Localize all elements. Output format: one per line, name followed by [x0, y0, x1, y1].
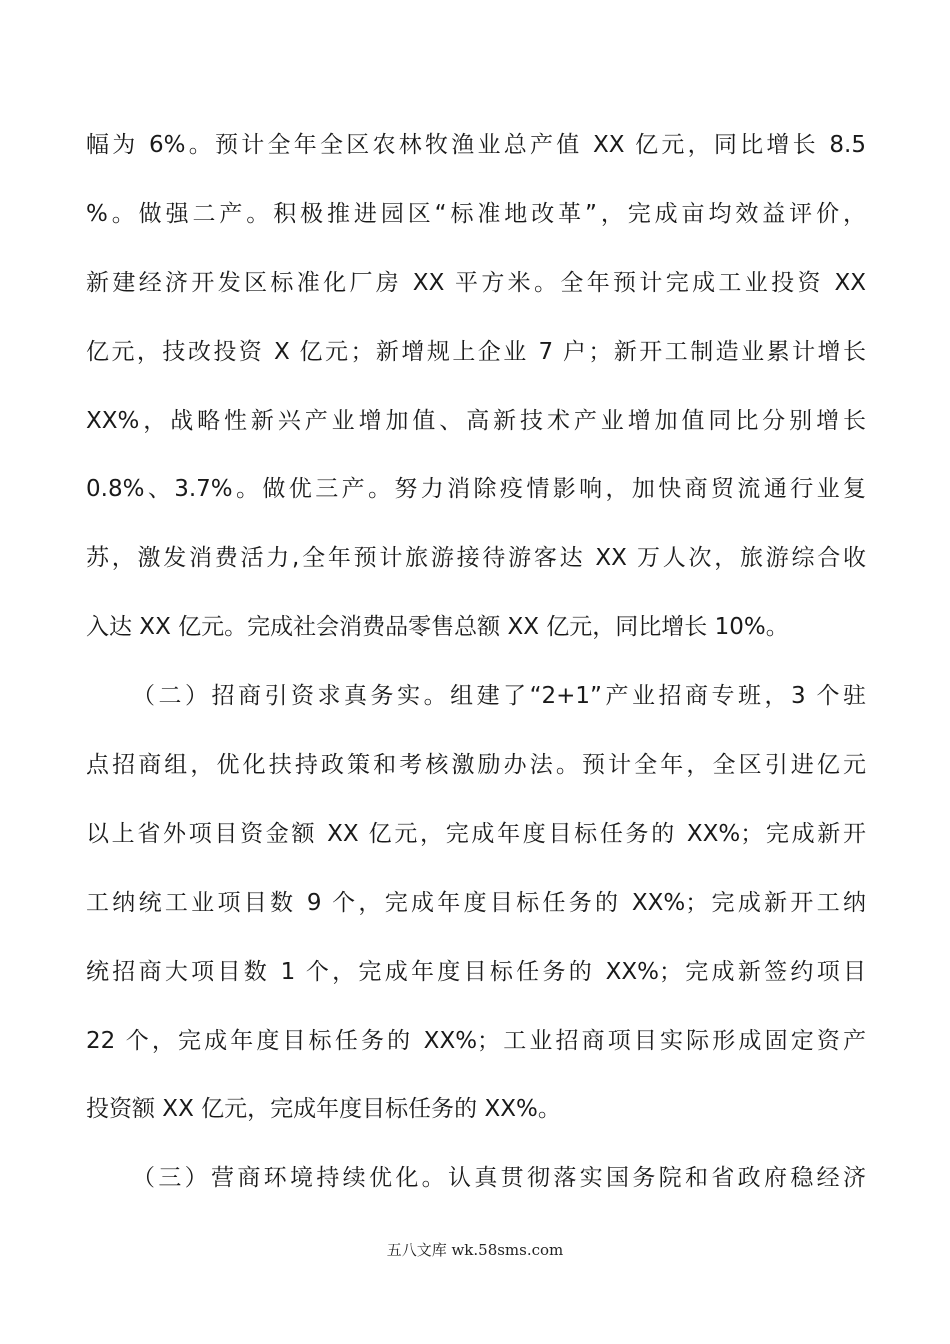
- text-line: 幅为 6%。预计全年全区农林牧渔业总产值 XX 亿元，同比增长 8.5: [86, 132, 866, 158]
- text-line: 新建经济开发区标准化厂房 XX 平方米。全年预计完成工业投资 XX: [86, 269, 866, 296]
- section-heading-line: （三）营商环境持续优化。认真贯彻落实国务院和省政府稳经济: [132, 1165, 866, 1192]
- text-line: 苏，激发消费活力,全年预计旅游接待游客达 XX 万人次，旅游综合收: [86, 545, 866, 572]
- text-line: 统招商大项目数 1 个，完成年度目标任务的 XX%；完成新签约项目: [86, 958, 866, 985]
- text-line: 投资额 XX 亿元，完成年度目标任务的 XX%。: [86, 1096, 561, 1123]
- text-line: XX%，战略性新兴产业增加值、高新技术产业增加值同比分别增长: [86, 407, 866, 434]
- text-line: %。做强二产。积极推进园区“标准地改革”，完成亩均效益评价，: [86, 200, 866, 227]
- text-line: 以上省外项目资金额 XX 亿元，完成年度目标任务的 XX%；完成新开: [86, 820, 866, 847]
- text-line: 22 个，完成年度目标任务的 XX%；工业招商项目实际形成固定资产: [86, 1027, 866, 1054]
- text-line: 入达 XX 亿元。完成社会消费品零售总额 XX 亿元，同比增长 10%。: [86, 614, 789, 641]
- text-line: 点招商组，优化扶持政策和考核激励办法。预计全年，全区引进亿元: [86, 752, 866, 779]
- text-line: 0.8%、3.7%。做优三产。努力消除疫情影响，加快商贸流通行业复: [86, 476, 866, 503]
- text-line: 工纳统工业项目数 9 个，完成年度目标任务的 XX%；完成新开工纳: [86, 889, 866, 916]
- footer-watermark: 五八文库 wk.58sms.com: [386, 1241, 564, 1259]
- body-text: [86, 122, 866, 1224]
- section-heading-line: （二）招商引资求真务实。组建了“2+1”产业招商专班，3 个驻: [132, 683, 866, 710]
- text-line: 亿元，技改投资 X 亿元；新增规上企业 7 户；新开工制造业累计增长: [86, 338, 866, 365]
